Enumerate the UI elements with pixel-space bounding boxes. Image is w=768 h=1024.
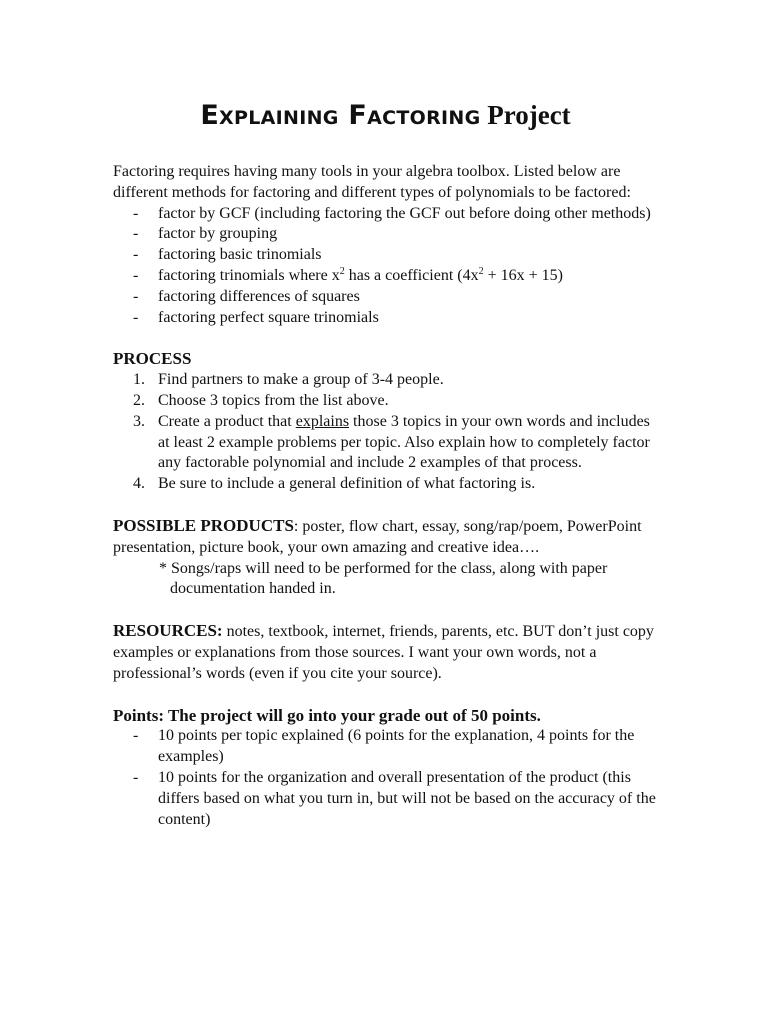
- list-item: [113, 768, 658, 830]
- intro-paragraph: Factoring requires having many tools in your algebra toolbox. Listed below are different methods for factoring and different types of polynomials to be factored:: [113, 163, 631, 201]
- title-plain-text: Project: [487, 100, 571, 130]
- dash-bullet: -: [133, 204, 139, 222]
- dash-bullet: -: [133, 768, 139, 786]
- resources-section: [113, 621, 658, 684]
- list-item: [113, 726, 658, 768]
- products-note-line-2: documentation handed in.: [170, 580, 336, 598]
- step-text: Find partners to make a group of 3-4 people.: [158, 371, 444, 389]
- resources-heading: RESOURCES:: [113, 621, 223, 641]
- step-number: 2.: [133, 391, 145, 409]
- points-text: 10 points per topic explained (6 points for the explanation, 4 points for the examples): [158, 727, 635, 766]
- step-number: 4.: [133, 475, 145, 493]
- step-text: Be sure to include a general definition of what factoring is.: [158, 475, 536, 493]
- list-item: [113, 224, 658, 245]
- method-text: factoring basic trinomials: [158, 246, 322, 264]
- step-text-part: those 3 topics in your own words and includes at least 2 example problems per topic. Also explain how to completely factor any factorable polynomial and include 2 examples of that process.: [158, 412, 650, 472]
- underlined-word: explains: [295, 412, 350, 430]
- superscript: 2: [339, 265, 345, 277]
- products-text: : poster, flow chart, essay, song/rap/poem, PowerPoint presentation, picture book, your own amazing and creative idea….: [113, 517, 642, 556]
- list-item: [113, 412, 658, 474]
- step-number: 1.: [133, 371, 145, 389]
- products-heading: POSSIBLE PRODUCTS: [113, 515, 294, 535]
- resources-text: notes, textbook, internet, friends, parents, etc. BUT don’t just copy examples or explanations from those sources. I want your own words, not a professional’s words (even if you cite your source).: [113, 623, 654, 682]
- process-heading: PROCESS: [113, 349, 192, 369]
- step-text-part: Create a product that: [158, 412, 296, 430]
- list-item: [113, 287, 658, 308]
- points-list: [113, 726, 658, 830]
- points-section: [113, 706, 658, 831]
- products-note-line-1: * Songs/raps will need to be performed for the class, along with paper: [159, 559, 608, 577]
- process-steps: [113, 370, 658, 495]
- method-text-part: factoring trinomials where x: [158, 266, 340, 284]
- step-number: 3.: [133, 412, 145, 430]
- list-item: [113, 204, 658, 225]
- dash-bullet: -: [133, 266, 139, 284]
- dash-bullet: -: [133, 287, 139, 305]
- dash-bullet: -: [133, 308, 139, 326]
- resources-paragraph: [113, 621, 658, 684]
- points-text: 10 points for the organization and overall presentation of the product (this differs based on what you turn in, but will not be based on the accuracy of the content): [158, 768, 656, 828]
- list-item: [113, 308, 658, 329]
- list-item: [113, 370, 658, 391]
- method-text: factor by grouping: [158, 225, 278, 243]
- step-text: Choose 3 topics from the list above.: [158, 391, 389, 409]
- dash-bullet: -: [133, 727, 139, 745]
- title-display-text: Explaining Factoring: [200, 100, 481, 131]
- list-item: [113, 266, 658, 287]
- dash-bullet: -: [133, 246, 139, 264]
- list-item: [113, 474, 658, 495]
- page-title: [113, 95, 658, 136]
- method-text: factor by GCF (including factoring the GCF out before doing other methods): [158, 204, 651, 222]
- method-text: factoring perfect square trinomials: [158, 308, 379, 326]
- dash-bullet: -: [133, 225, 139, 243]
- products-paragraph: [113, 516, 658, 559]
- points-heading: Points: The project will go into your grade out of 50 points.: [113, 705, 541, 725]
- methods-list: [113, 204, 658, 329]
- method-text: factoring differences of squares: [158, 287, 360, 305]
- method-text-part: + 16x + 15): [483, 266, 563, 284]
- superscript: 2: [478, 265, 484, 277]
- possible-products-section: [113, 516, 658, 600]
- list-item: [113, 391, 658, 412]
- method-text-part: has a coefficient (4x: [344, 266, 479, 284]
- list-item: [113, 245, 658, 266]
- document-page: [113, 95, 658, 830]
